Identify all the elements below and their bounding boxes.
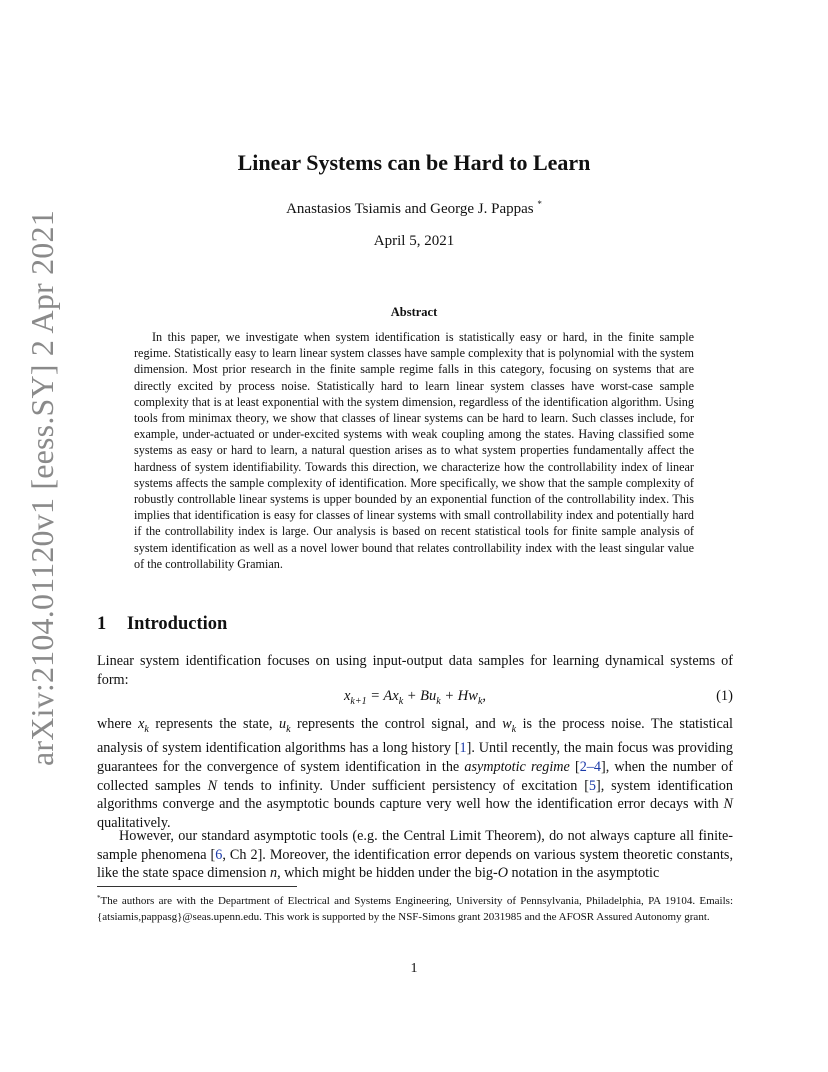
- equation-body: [97, 688, 733, 707]
- abstract-heading: Abstract: [390, 305, 438, 319]
- footnote-divider: [97, 886, 297, 887]
- section-title: Introduction: [126, 614, 228, 634]
- citation-link[interactable]: 6: [215, 846, 223, 863]
- citation-link[interactable]: 2–4: [579, 759, 601, 776]
- paper-title: Linear Systems can be Hard to Learn: [237, 150, 591, 175]
- intro-paragraph-2: where $x_k$ represents the state, $u_k$ represents the control signal, and $w_k$ is the process noise. The statistical analysis of system identification algorithms has a long history [1]. Until recently, the main focus was providing guarantees for the convergence of system identification in the asymptotic regime [2–4], when the number of collected samples N tends to infinity. Under sufficient persistency of excitation [5], system identification algorithms converge and the asymptotic bounds capture very well how the identification error decays with N qualitatively.: [97, 716, 734, 831]
- intro-paragraph-3: However, our standard asymptotic tools (e.g. the Central Limit Theorem), do not always capture all finite-sample phenomena [6, Ch 2]. Moreover, the identification error depends on various system theoretic constants, like the state space dimension n, which might be hidden under the big-O notation in the asymptotic: [97, 828, 733, 882]
- intro-paragraph-1: Linear system identification focuses on using input-output data samples for learning dynamical systems of form:: [97, 653, 733, 688]
- paper-authors: [0, 199, 828, 218]
- citation-link[interactable]: 1: [459, 740, 467, 757]
- equation-math: $x_{k+1} = Ax_k + Bu_k + Hw_k$,: [343, 688, 487, 707]
- citation-link[interactable]: 5: [588, 777, 597, 794]
- equation-number: (1): [716, 688, 733, 704]
- footnote-text: The authors are with the Department of Electrical and Systems Engineering, University of Pennsylvania, Philadelphia, PA 19104. Emails: {atsiamis,pappasg}@seas.upenn.edu. This work is supported by the NSF-Simons grant 2031985 and the AFOSR Assured Autonomy grant.: [97, 895, 733, 923]
- arxiv-watermark: arXiv:2104.01120v1 [eess.SY] 2 Apr 2021: [24, 210, 60, 766]
- abstract-text: In this paper, we investigate when system identification is statistically easy or hard, in the finite sample regime. Statistically easy to learn linear system classes have sample complexity that is polynomial with the system dimension. Most prior research in the finite sample regime falls in this category, focusing on systems that are directly excited by process noise. Statistically hard to learn linear system classes have worst-case sample complexity that is at least exponential with the system dimension, regardless of the identification algorithm. Using tools from minimax theory, we show that classes of linear systems can be hard to learn. Such classes include, for example, under-actuated or under-excited systems with weak coupling among the states. Having classified some systems as easy or hard to learn, a natural question arises as to what system properties fundamentally affect the hardness of system identifiability. Towards this direction, we characterize how the controllability index of linear systems affects the sample complexity of identification. More specifically, we show that the sample complexity of robustly controllable linear systems is upper bounded by an exponential function of the controllability index. This implies that identification is easy for classes of linear systems with small controllability index and potentially hard if the controllability index is large. Our analysis is based on recent statistical tools for finite sample analysis of system identification as well as a novel lower bound that relates controllability index with the least singular value of the controllability Gramian.: [134, 330, 694, 571]
- author-names: Anastasios Tsiamis and George J. Pappas: [286, 201, 534, 217]
- equation-1: [97, 688, 733, 708]
- section-heading-introduction: [97, 614, 227, 635]
- author-footnote-mark: *: [537, 199, 542, 209]
- paper-date: April 5, 2021: [373, 233, 455, 249]
- page-number: 1: [410, 961, 418, 976]
- section-number: 1: [97, 614, 107, 634]
- footnote-mark: *: [97, 894, 101, 902]
- footnote: [97, 891, 733, 925]
